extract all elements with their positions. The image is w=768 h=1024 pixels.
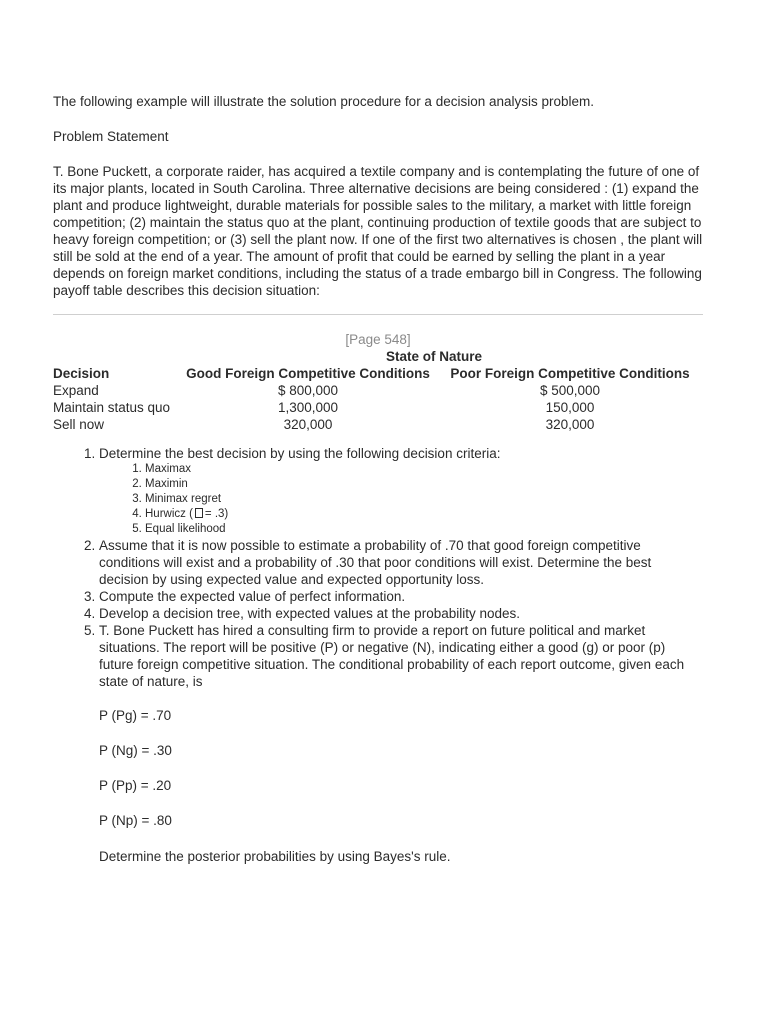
- list-item: [145, 462, 703, 477]
- list-item: [99, 445, 703, 537]
- criterion-hurwicz-prefix: Hurwicz (: [145, 508, 193, 520]
- table-cell: Sell now: [53, 417, 105, 432]
- conditional-probability: P (Ng) = .30: [99, 743, 172, 758]
- list-item: [99, 588, 703, 605]
- column-header-decision: Decision: [53, 366, 110, 381]
- table-header-row: [53, 365, 703, 382]
- table-cell: Maintain status quo: [53, 400, 171, 415]
- table-cell: 1,300,000: [277, 400, 339, 415]
- conditional-probability: P (Pg) = .70: [99, 708, 172, 723]
- page-reference: [Page 548]: [345, 332, 411, 347]
- list-item: [145, 477, 703, 492]
- criteria-list: [99, 462, 703, 537]
- list-item: [99, 622, 703, 865]
- closing-instruction: Determine the posterior probabilities by using Bayes's rule.: [99, 849, 451, 864]
- table-cell: 320,000: [545, 417, 595, 432]
- column-header-poor-conditions: Poor Foreign Competitive Conditions: [450, 366, 690, 381]
- criterion-maximax: Maximax: [145, 463, 192, 475]
- table-row: [53, 416, 703, 433]
- table-cell: 150,000: [545, 400, 595, 415]
- list-item: [145, 492, 703, 507]
- table-cell: Expand: [53, 383, 99, 398]
- intro-paragraph: The following example will illustrate the solution procedure for a decision analysis problem.: [53, 94, 595, 109]
- list-item: [99, 605, 703, 622]
- column-header-good-conditions: Good Foreign Competitive Conditions: [186, 366, 430, 381]
- section-heading: Problem Statement: [53, 129, 169, 144]
- list-item: [145, 522, 703, 537]
- table-super-header: [53, 348, 703, 365]
- list-item: [145, 507, 703, 522]
- table-row: [53, 382, 703, 399]
- problem-statement-paragraph: T. Bone Puckett, a corporate raider, has acquired a textile company and is contemplating the future of one of its major plants, located in South Carolina. Three alternative decisions are being considered : (1) expand the plant and produce lightweight, durable materials for possible sales to the military, a market with little foreign competition; (2) maintain the status quo at the plant, continuing production of textile goods that are subject to heavy foreign competition; or (3) sell the plant now. If one of the first two alternatives is chosen , the plant will still be sold at the end of a year. The amount of profit that could be earned by selling the plant in a year depends on foreign market conditions, including the status of a trade embargo bill in Congress. The following payoff table describes this decision situation:: [53, 164, 703, 298]
- table-cell: 320,000: [283, 417, 333, 432]
- question-5-text: T. Bone Puckett has hired a consulting firm to provide a report on future political and market situations. The report will be positive (P) or negative (N), indicating either a good (g) or poor (p) future foreign competitive situation. The conditional probability of each report outcome, given each state of nature, is: [99, 623, 685, 689]
- question-3-text: Compute the expected value of perfect information.: [99, 589, 406, 604]
- conditional-probability: P (Pp) = .20: [99, 778, 172, 793]
- question-list: [53, 445, 703, 865]
- table-row: [53, 399, 703, 416]
- question-2-text: Assume that it is now possible to estimate a probability of .70 that good foreign competitive conditions will exist and a probability of .30 that poor conditions will exist. Determine the best decision by using expected value and expected opportunity loss.: [99, 538, 652, 587]
- criterion-hurwicz-suffix: = .3): [204, 508, 229, 520]
- table-cell: $ 500,000: [539, 383, 601, 398]
- payoff-table: [53, 365, 703, 433]
- question-1-text: Determine the best decision by using the following decision criteria:: [99, 446, 501, 461]
- criterion-maximin: Maximin: [145, 478, 188, 490]
- criterion-minimax-regret: Minimax regret: [145, 493, 222, 505]
- list-item: [99, 537, 703, 588]
- missing-glyph-icon: [195, 508, 203, 518]
- conditional-probability: P (Np) = .80: [99, 813, 172, 828]
- divider: [53, 314, 703, 315]
- state-of-nature-label: State of Nature: [386, 349, 483, 364]
- table-cell: $ 800,000: [277, 383, 339, 398]
- document-page: [53, 93, 703, 865]
- question-4-text: Develop a decision tree, with expected values at the probability nodes.: [99, 606, 521, 621]
- criterion-equal-likelihood: Equal likelihood: [145, 523, 226, 535]
